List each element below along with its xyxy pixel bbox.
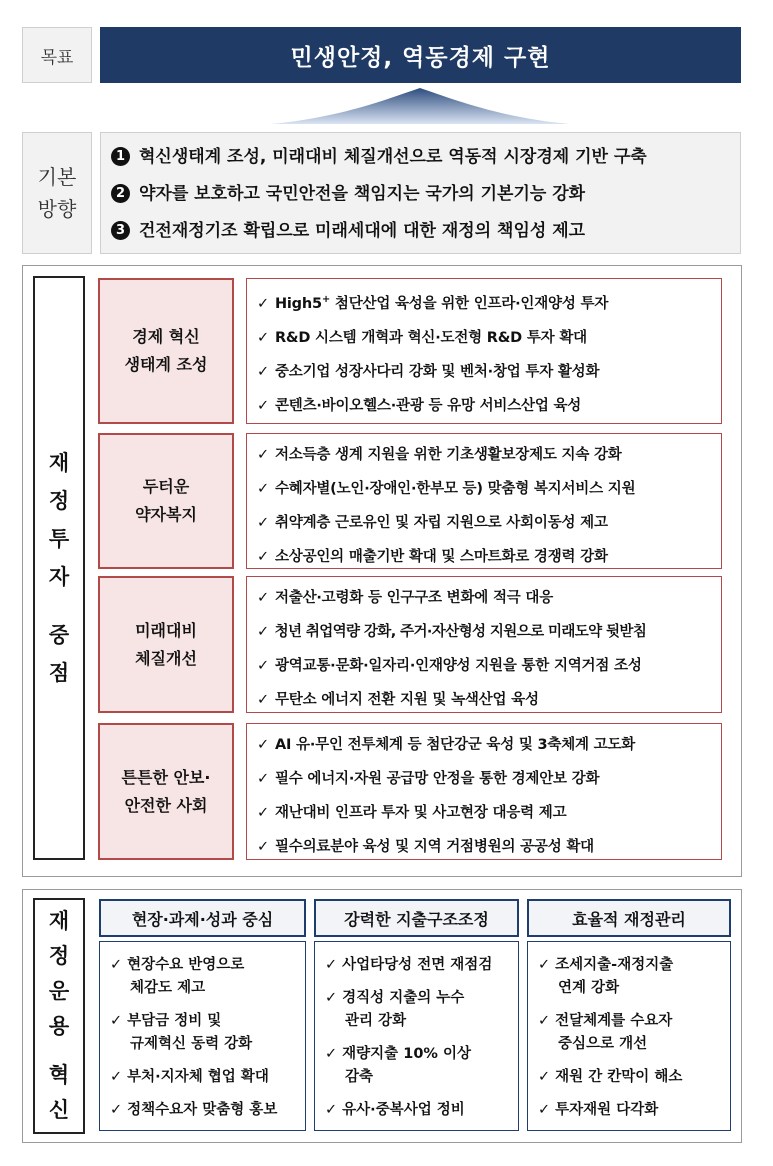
operation-column xyxy=(527,941,731,1131)
list-item xyxy=(325,954,518,977)
list-item xyxy=(538,1099,730,1122)
category-title-line1: 미래대비 xyxy=(135,620,197,640)
item-text: 소상공인의 매출기반 확대 및 스마트화로 경쟁력 강화 xyxy=(274,549,608,565)
direction-item xyxy=(111,176,740,213)
item-text: 유사·중복사업 정비 xyxy=(342,1102,465,1118)
item-text: 저소득층 생계 지원을 위한 기초생활보장제도 지속 강화 xyxy=(274,447,622,463)
list-item xyxy=(538,954,730,1000)
direction-item xyxy=(111,213,740,250)
item-text: 저출산·고령화 등 인구구조 변화에 적극 대응 xyxy=(274,590,554,606)
list-item xyxy=(110,1010,305,1056)
superscript: + xyxy=(321,294,331,305)
direction-label xyxy=(22,132,92,254)
item-text: 취약계층 근로유인 및 자립 지원으로 사회이동성 제고 xyxy=(274,515,608,531)
list-item xyxy=(257,728,721,762)
item-text: 경직성 지출의 누수 xyxy=(342,990,465,1006)
check-icon: ✓ xyxy=(257,481,269,497)
item-text: 광역교통·문화·일자리·인재양성 지원을 통한 지역거점 조성 xyxy=(274,658,642,674)
list-item xyxy=(257,355,721,389)
item-text: High5 xyxy=(274,295,322,312)
item-text-cont: 중심으로 개선 xyxy=(558,1036,648,1052)
list-item xyxy=(257,649,721,683)
item-text: 재량지출 10% 이상 xyxy=(342,1046,472,1062)
list-item xyxy=(325,1043,518,1089)
label-char: 용 xyxy=(48,1014,70,1038)
direction-label-line1: 기본 xyxy=(37,165,77,189)
list-item xyxy=(325,1099,518,1122)
list-item xyxy=(257,472,721,506)
category-future-readiness xyxy=(98,576,234,713)
category-items xyxy=(246,433,722,569)
list-item xyxy=(538,1010,730,1056)
list-item xyxy=(257,581,721,615)
check-icon: ✓ xyxy=(257,624,269,640)
direction-list xyxy=(100,132,741,254)
label-char: 중 xyxy=(48,623,70,647)
list-item xyxy=(257,615,721,649)
check-icon: ✓ xyxy=(110,1013,123,1029)
label-char: 재 xyxy=(48,909,70,933)
item-text: 콘텐츠·바이오헬스·관광 등 유망 서비스산업 육성 xyxy=(274,397,582,414)
check-icon: ✓ xyxy=(538,957,551,973)
item-text: 중소기업 성장사다리 강화 및 벤처·창업 투자 활성화 xyxy=(274,363,600,380)
item-text: 전달체계를 수요자 xyxy=(555,1013,673,1029)
direction-item-text: 혁신생태계 조성, 미래대비 체질개선으로 역동적 시장경제 기반 구축 xyxy=(139,147,647,167)
upward-arrow-icon xyxy=(270,88,570,124)
operation-section-label xyxy=(33,898,85,1134)
item-text: 정책수요자 맞춤형 홍보 xyxy=(127,1102,278,1118)
check-icon: ✓ xyxy=(110,1102,123,1118)
check-icon: ✓ xyxy=(325,1046,338,1062)
item-text-cont: 연계 강화 xyxy=(558,980,620,996)
item-text: 조세지출-재정지출 xyxy=(555,957,674,973)
category-title-line1: 두터운 xyxy=(142,477,190,496)
check-icon: ✓ xyxy=(110,957,123,973)
list-item xyxy=(538,1066,730,1089)
check-icon: ✓ xyxy=(257,515,269,531)
category-welfare xyxy=(98,433,234,569)
category-items xyxy=(246,278,722,424)
item-text: AI 유·무인 전투체계 등 첨단강군 육성 및 3축체계 고도화 xyxy=(274,737,636,753)
category-title-line2: 체질개선 xyxy=(135,648,197,668)
check-icon: ✓ xyxy=(325,1102,338,1118)
operation-column-title: 강력한 지출구조조정 xyxy=(314,899,519,937)
label-char: 신 xyxy=(48,1098,70,1122)
check-icon: ✓ xyxy=(257,658,269,674)
number-badge-icon: 3 xyxy=(111,221,130,240)
check-icon: ✓ xyxy=(257,295,269,312)
item-text: 현장수요 반영으로 xyxy=(127,957,245,973)
direction-label-line2: 방향 xyxy=(37,197,77,221)
item-text: 재난대비 인프라 투자 및 사고현장 대응력 제고 xyxy=(274,805,567,821)
check-icon: ✓ xyxy=(110,1069,123,1085)
check-icon: ✓ xyxy=(257,363,269,380)
list-item xyxy=(257,506,721,540)
label-char: 자 xyxy=(48,565,70,589)
check-icon: ✓ xyxy=(325,990,338,1006)
list-item xyxy=(257,438,721,472)
item-text-cont: 관리 강화 xyxy=(345,1013,407,1029)
check-icon: ✓ xyxy=(538,1013,551,1029)
label-char: 정 xyxy=(48,944,70,968)
list-item xyxy=(257,796,721,830)
item-text-cont: 체감도 제고 xyxy=(130,980,206,996)
item-text: 무탄소 에너지 전환 지원 및 녹색산업 육성 xyxy=(274,692,539,708)
item-text: 필수 에너지·자원 공급망 안정을 통한 경제안보 강화 xyxy=(274,771,600,787)
list-item xyxy=(257,321,721,355)
label-char: 정 xyxy=(48,489,70,513)
category-title-line2: 약자복지 xyxy=(135,505,197,524)
item-text: 투자재원 다각화 xyxy=(555,1102,659,1118)
item-text-cont: 감축 xyxy=(345,1069,374,1085)
item-text: R&D 시스템 개혁과 혁신·도전형 R&D 투자 확대 xyxy=(274,329,587,346)
list-item xyxy=(257,683,721,717)
list-item xyxy=(110,1066,305,1089)
list-item xyxy=(257,540,721,574)
list-item xyxy=(110,954,305,1000)
operation-column-title: 효율적 재정관리 xyxy=(527,899,731,937)
item-text: 부담금 정비 및 xyxy=(127,1013,222,1029)
operation-column-title: 현장·과제·성과 중심 xyxy=(99,899,306,937)
label-char: 혁 xyxy=(48,1063,70,1087)
list-item xyxy=(110,1099,305,1122)
category-title-line1: 경제 혁신 xyxy=(132,327,200,346)
check-icon: ✓ xyxy=(257,329,269,346)
item-text-rest: 첨단산업 육성을 위한 인프라·인재양성 투자 xyxy=(330,295,609,312)
check-icon: ✓ xyxy=(325,957,338,973)
list-item xyxy=(257,389,721,423)
category-security-safety xyxy=(98,723,234,860)
label-char: 재 xyxy=(48,451,70,475)
check-icon: ✓ xyxy=(257,590,269,606)
number-badge-icon: 2 xyxy=(111,184,130,203)
item-text: 청년 취업역량 강화, 주거·자산형성 지원으로 미래도약 뒷받침 xyxy=(274,624,647,640)
list-item xyxy=(257,830,721,864)
item-text: 사업타당성 전면 재점검 xyxy=(342,957,493,973)
item-text: 부처·지자체 협업 확대 xyxy=(127,1069,269,1085)
item-text: 필수의료분야 육성 및 지역 거점병원의 공공성 확대 xyxy=(274,839,594,855)
check-icon: ✓ xyxy=(257,549,269,565)
list-item xyxy=(257,283,721,321)
category-title-line2: 안전한 사회 xyxy=(124,795,208,815)
check-icon: ✓ xyxy=(538,1069,551,1085)
category-items xyxy=(246,576,722,713)
label-char: 점 xyxy=(48,661,70,685)
category-economic-innovation xyxy=(98,278,234,424)
goal-title-banner: 민생안정, 역동경제 구현 xyxy=(100,27,741,83)
number-badge-icon: 1 xyxy=(111,147,130,166)
operation-column xyxy=(314,941,519,1131)
item-text-cont: 규제혁신 동력 강화 xyxy=(130,1036,253,1052)
list-item xyxy=(257,762,721,796)
category-title-line2: 생태계 조성 xyxy=(124,355,208,374)
check-icon: ✓ xyxy=(257,692,269,708)
label-char: 투 xyxy=(48,527,70,551)
list-item xyxy=(325,987,518,1033)
check-icon: ✓ xyxy=(257,805,269,821)
check-icon: ✓ xyxy=(257,737,269,753)
category-title-line1: 튼튼한 안보· xyxy=(121,767,211,787)
goal-label: 목표 xyxy=(22,27,92,83)
label-char: 운 xyxy=(48,979,70,1003)
check-icon: ✓ xyxy=(257,839,269,855)
check-icon: ✓ xyxy=(257,771,269,787)
direction-item-text: 약자를 보호하고 국민안전을 책임지는 국가의 기본기능 강화 xyxy=(139,184,586,204)
item-text: 수혜자별(노인·장애인·한부모 등) 맞춤형 복지서비스 지원 xyxy=(274,481,636,497)
direction-item-text: 건전재정기조 확립으로 미래세대에 대한 재정의 책임성 제고 xyxy=(139,221,586,241)
operation-column xyxy=(99,941,306,1131)
direction-item xyxy=(111,139,740,176)
category-items xyxy=(246,723,722,860)
check-icon: ✓ xyxy=(538,1102,551,1118)
check-icon: ✓ xyxy=(257,397,269,414)
item-text: 재원 간 칸막이 해소 xyxy=(555,1069,683,1085)
check-icon: ✓ xyxy=(257,447,269,463)
investment-section-label xyxy=(33,276,85,860)
